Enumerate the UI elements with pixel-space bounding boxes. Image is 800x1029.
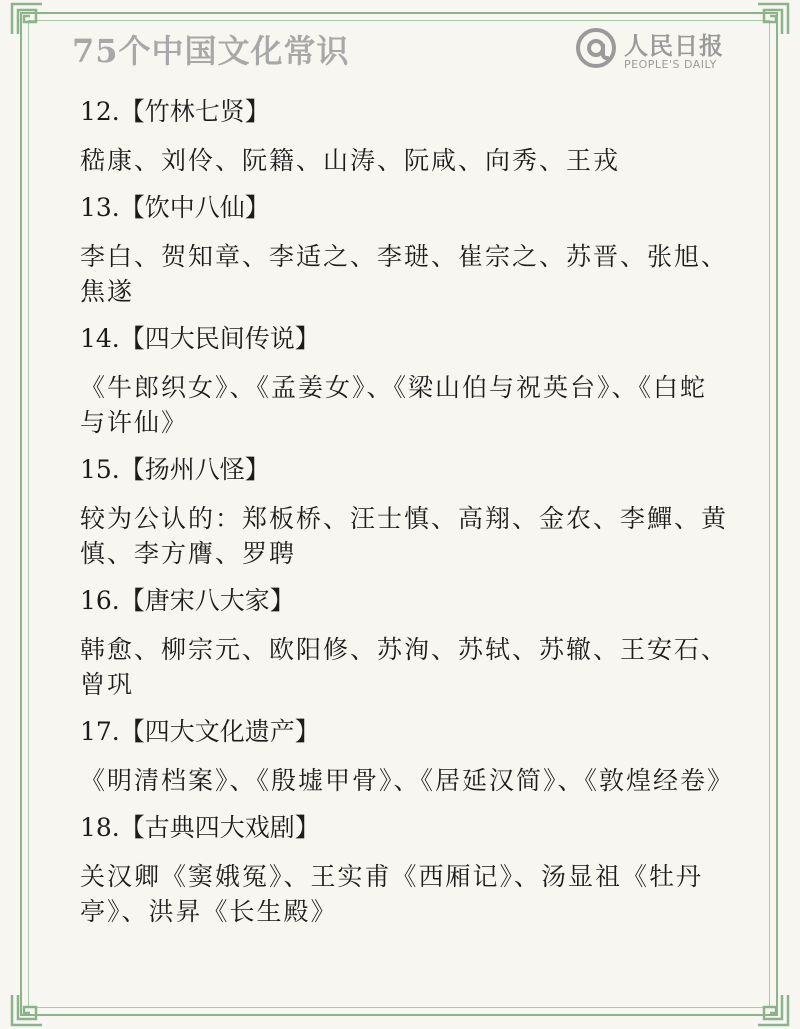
page-title: 75个中国文化常识 bbox=[72, 32, 350, 70]
section-title: 13.【饮中八仙】 bbox=[80, 193, 270, 222]
at-sign-icon bbox=[574, 24, 622, 72]
corner-ornament-icon bbox=[756, 2, 790, 36]
section-body: 关汉卿《窦娥冤》、王实甫《西厢记》、汤显祖《牡丹亭》、洪昇《长生殿》 bbox=[80, 862, 704, 926]
list-item bbox=[80, 92, 730, 178]
list-item bbox=[80, 450, 730, 571]
list-item bbox=[80, 319, 730, 440]
section-body: 嵇康、刘伶、阮籍、山涛、阮咸、向秀、王戎 bbox=[80, 146, 621, 175]
section-body: 李白、贺知章、李适之、李琎、崔宗之、苏晋、张旭、焦遂 bbox=[80, 242, 729, 306]
logo-subtitle: PEOPLE'S DAILY bbox=[624, 58, 717, 71]
section-title: 17.【四大文化遗产】 bbox=[80, 717, 320, 746]
section-body: 韩愈、柳宗元、欧阳修、苏洵、苏轼、苏辙、王安石、曾巩 bbox=[80, 635, 729, 699]
section-body: 《牛郎织女》、《孟姜女》、《梁山伯与祝英台》、《白蛇与许仙》 bbox=[80, 373, 708, 437]
content-list bbox=[80, 92, 735, 939]
list-item bbox=[80, 581, 730, 702]
section-body: 较为公认的：郑板桥、汪士慎、高翔、金农、李鱓、黄慎、李方膺、罗聘 bbox=[80, 504, 729, 568]
corner-ornament-icon bbox=[10, 993, 44, 1027]
section-body: 《明清档案》、《殷墟甲骨》、《居延汉简》、《敦煌经卷》 bbox=[80, 766, 735, 795]
logo-name: 人民日报 bbox=[624, 32, 724, 60]
list-item bbox=[80, 188, 730, 309]
corner-ornament-icon bbox=[756, 993, 790, 1027]
section-title: 18.【古典四大戏剧】 bbox=[80, 813, 320, 842]
list-item bbox=[80, 712, 735, 798]
list-item bbox=[80, 808, 730, 929]
people-daily-logo bbox=[574, 24, 744, 76]
section-title: 12.【竹林七贤】 bbox=[80, 97, 270, 126]
section-title: 15.【扬州八怪】 bbox=[80, 455, 270, 484]
section-title: 14.【四大民间传说】 bbox=[80, 324, 320, 353]
corner-ornament-icon bbox=[10, 2, 44, 36]
section-title: 16.【唐宋八大家】 bbox=[80, 586, 295, 615]
